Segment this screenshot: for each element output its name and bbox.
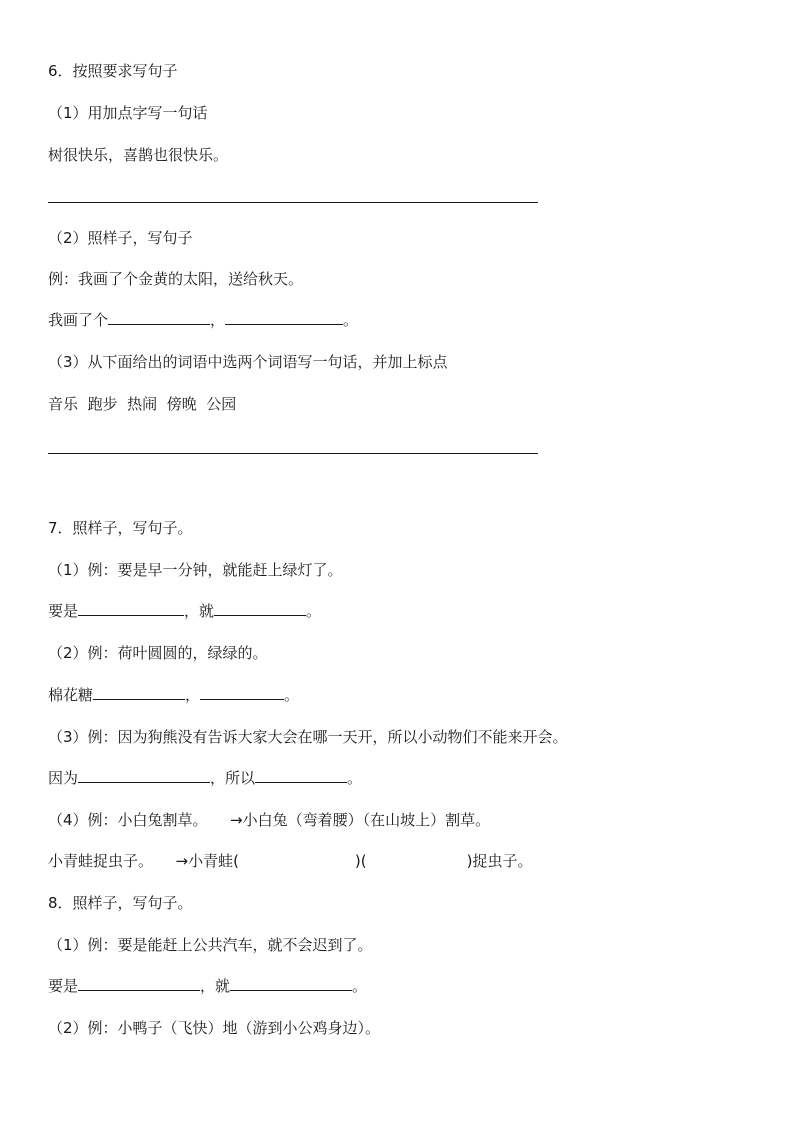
q6-title: 6．按照要求写句子 (48, 62, 178, 80)
q7-p4-end: )捉虫子。 (466, 852, 533, 870)
q7-p2-mid: ， (185, 686, 201, 704)
q6-p2-end: 。 (343, 311, 359, 329)
q7-p4-example: （4）例：小白兔割草。 →小白兔（弯着腰）（在山坡上）割草。 (48, 811, 491, 829)
q7-p3-blank-2[interactable] (255, 768, 347, 783)
q6-p1-example: 树很快乐，喜鹊也很快乐。 (48, 146, 229, 164)
q7-p1-mid: ，就 (184, 602, 215, 620)
q8-p1-example: （1）例：要是能赶上公共汽车，就不会迟到了。 (48, 936, 373, 954)
q7-p2-fill-sentence (48, 685, 299, 705)
q8-p1-blank-2[interactable] (230, 976, 352, 991)
q8-p1-blank-1[interactable] (78, 976, 200, 991)
q7-p1-example: （1）例：要是早一分钟，就能赶上绿灯了。 (48, 561, 343, 579)
q7-p3-end: 。 (347, 769, 363, 787)
q8-title: 8．照样子，写句子。 (48, 894, 193, 912)
q8-p1-end: 。 (352, 977, 368, 995)
q7-p3-fill-sentence (48, 768, 362, 788)
q7-p4-mid: )( (354, 852, 367, 870)
q6-p2-fill-sentence (48, 310, 358, 330)
word-item: 公园 (206, 395, 237, 413)
q6-p2-blank-2[interactable] (225, 310, 343, 325)
q7-p3-prefix: 因为 (48, 769, 79, 787)
word-item: 音乐 (48, 395, 79, 413)
q6-p1-label: （1）用加点字写一句话 (48, 104, 208, 122)
q6-p2-prefix: 我画了个 (48, 311, 109, 329)
q8-p1-fill-sentence (48, 976, 367, 996)
q8-p1-mid: ，就 (200, 977, 231, 995)
q7-p1-end: 。 (306, 602, 322, 620)
q7-p3-mid: ，所以 (210, 769, 256, 787)
q7-p2-example: （2）例：荷叶圆圆的，绿绿的。 (48, 644, 268, 662)
q6-p2-label: （2）照样子，写句子 (48, 229, 193, 247)
q7-p3-example: （3）例：因为狗熊没有告诉大家大会在哪一天开，所以小动物们不能来开会。 (48, 728, 568, 746)
q7-p1-fill-sentence (48, 601, 321, 621)
word-item: 傍晚 (166, 395, 197, 413)
q8-p1-prefix: 要是 (48, 977, 79, 995)
q6-p3-word-list (48, 394, 236, 414)
q6-p3-label: （3）从下面给出的词语中选两个词语写一句话，并加上标点 (48, 353, 448, 371)
q6-p2-example: 例：我画了个金黄的太阳，送给秋天。 (48, 270, 304, 288)
q7-p1-prefix: 要是 (48, 602, 79, 620)
q8-p2-example: （2）例：小鸭子（飞快）地（游到小公鸡身边）。 (48, 1019, 381, 1037)
q7-p2-end: 。 (284, 686, 300, 704)
q7-title: 7．照样子，写句子。 (48, 519, 193, 537)
q7-p2-blank-2[interactable] (200, 685, 284, 700)
q7-p4-prefix: 小青蛙捉虫子。 →小青蛙( (48, 852, 239, 870)
q6-p3-answer-line[interactable] (48, 453, 538, 454)
word-item: 跑步 (87, 395, 118, 413)
q7-p1-blank-2[interactable] (214, 601, 306, 616)
q7-p1-blank-1[interactable] (78, 601, 184, 616)
q7-p4-fill-sentence (48, 851, 533, 871)
word-item: 热闹 (127, 395, 158, 413)
q7-p2-blank-1[interactable] (93, 685, 185, 700)
q7-p3-blank-1[interactable] (78, 768, 210, 783)
q6-p1-answer-line[interactable] (48, 202, 538, 203)
q6-p2-blank-1[interactable] (108, 310, 210, 325)
q6-p2-mid: ， (210, 311, 226, 329)
q7-p2-prefix: 棉花糖 (48, 686, 94, 704)
